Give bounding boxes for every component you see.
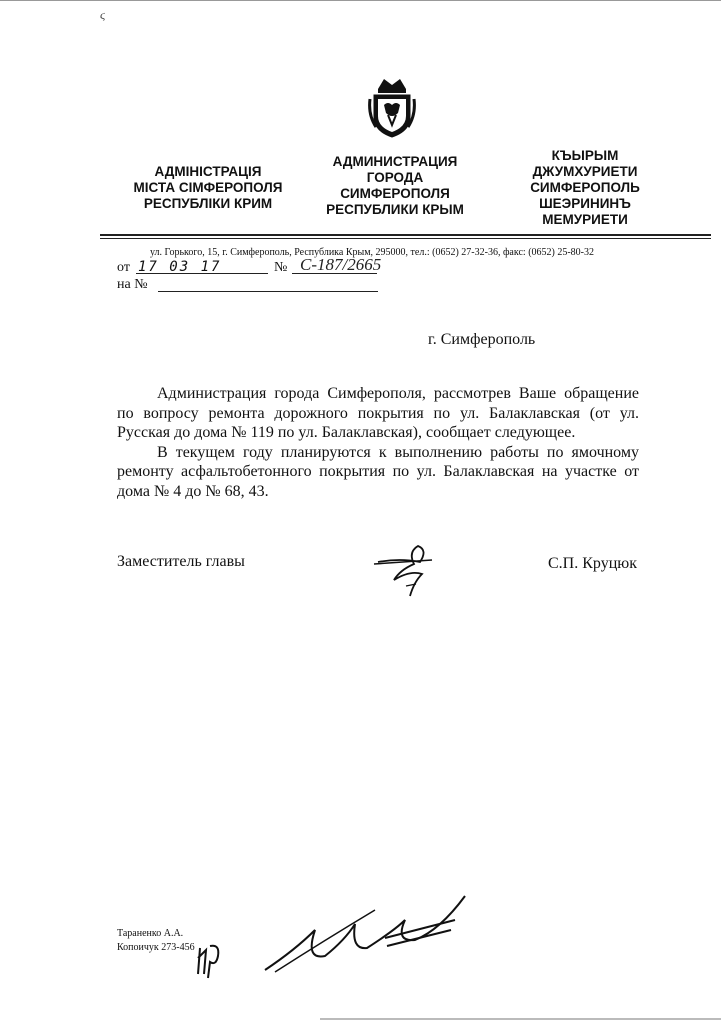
- handwritten-signature: [370, 540, 445, 602]
- executors-note: Тараненко А.А. Копоичук 273-456: [117, 928, 195, 953]
- city-line: г. Симферополь: [428, 331, 536, 348]
- handwritten-approval-signature: [255, 890, 470, 980]
- org-name-crimean-tatar: КЪЫРЫМ ДЖУМХУРИЕТИ СИМФЕРОПОЛЬ ШЕЭРИНИНЪ МЕМУРИЕТИ: [530, 148, 640, 227]
- org-name-russian: АДМИНИСТРАЦИЯ ГОРОДА СИМФЕРОПОЛЯ РЕСПУБЛИКИ КРЫМ: [326, 154, 464, 217]
- header-divider-thin: [100, 238, 711, 239]
- body-paragraph-2: В текущем году планируются к выполнению работы по ямочному ремонту асфальтобетонного покрытия по ул. Балаклавская на участке от дома № 4 до № 68, 43.: [117, 443, 639, 500]
- body-paragraph-1: Администрация города Симферополя, рассмотрев Ваше обращение по вопросу ремонта дорожного покрытия по ул. Балаклавская (от ул. Русская до дома № 119 по ул. Балаклавская), сообщает следующее.: [117, 385, 639, 441]
- organization-address: ул. Горького, 15, г. Симферополь, Республика Крым, 295000, тел.: (0652) 27-32-36, факс: (0652) 25-80-32: [150, 247, 595, 258]
- letter-body: [117, 384, 639, 501]
- header-divider: [100, 234, 711, 236]
- org-name-ukrainian: АДМІНІСТРАЦІЯ МІСТА СІМФЕРОПОЛЯ РЕСПУБЛІКИ КРИМ: [133, 164, 283, 211]
- reply-to-label: на №: [117, 277, 148, 292]
- signer-name: С.П. Круцюк: [548, 555, 637, 572]
- signer-position: Заместитель главы: [117, 553, 245, 570]
- registration-date: 17 03 17: [138, 259, 222, 275]
- crimea-coat-of-arms-icon: [368, 75, 416, 139]
- number-label: №: [274, 260, 288, 275]
- reply-to-underline: [158, 291, 378, 292]
- registration-number: С-187/2665: [300, 255, 382, 274]
- date-label: от: [117, 260, 130, 275]
- corner-mark: ϛ: [100, 8, 106, 22]
- top-edge-line: [0, 0, 721, 1]
- bottom-edge-line: [320, 1018, 721, 1020]
- handwritten-initials: [196, 940, 226, 980]
